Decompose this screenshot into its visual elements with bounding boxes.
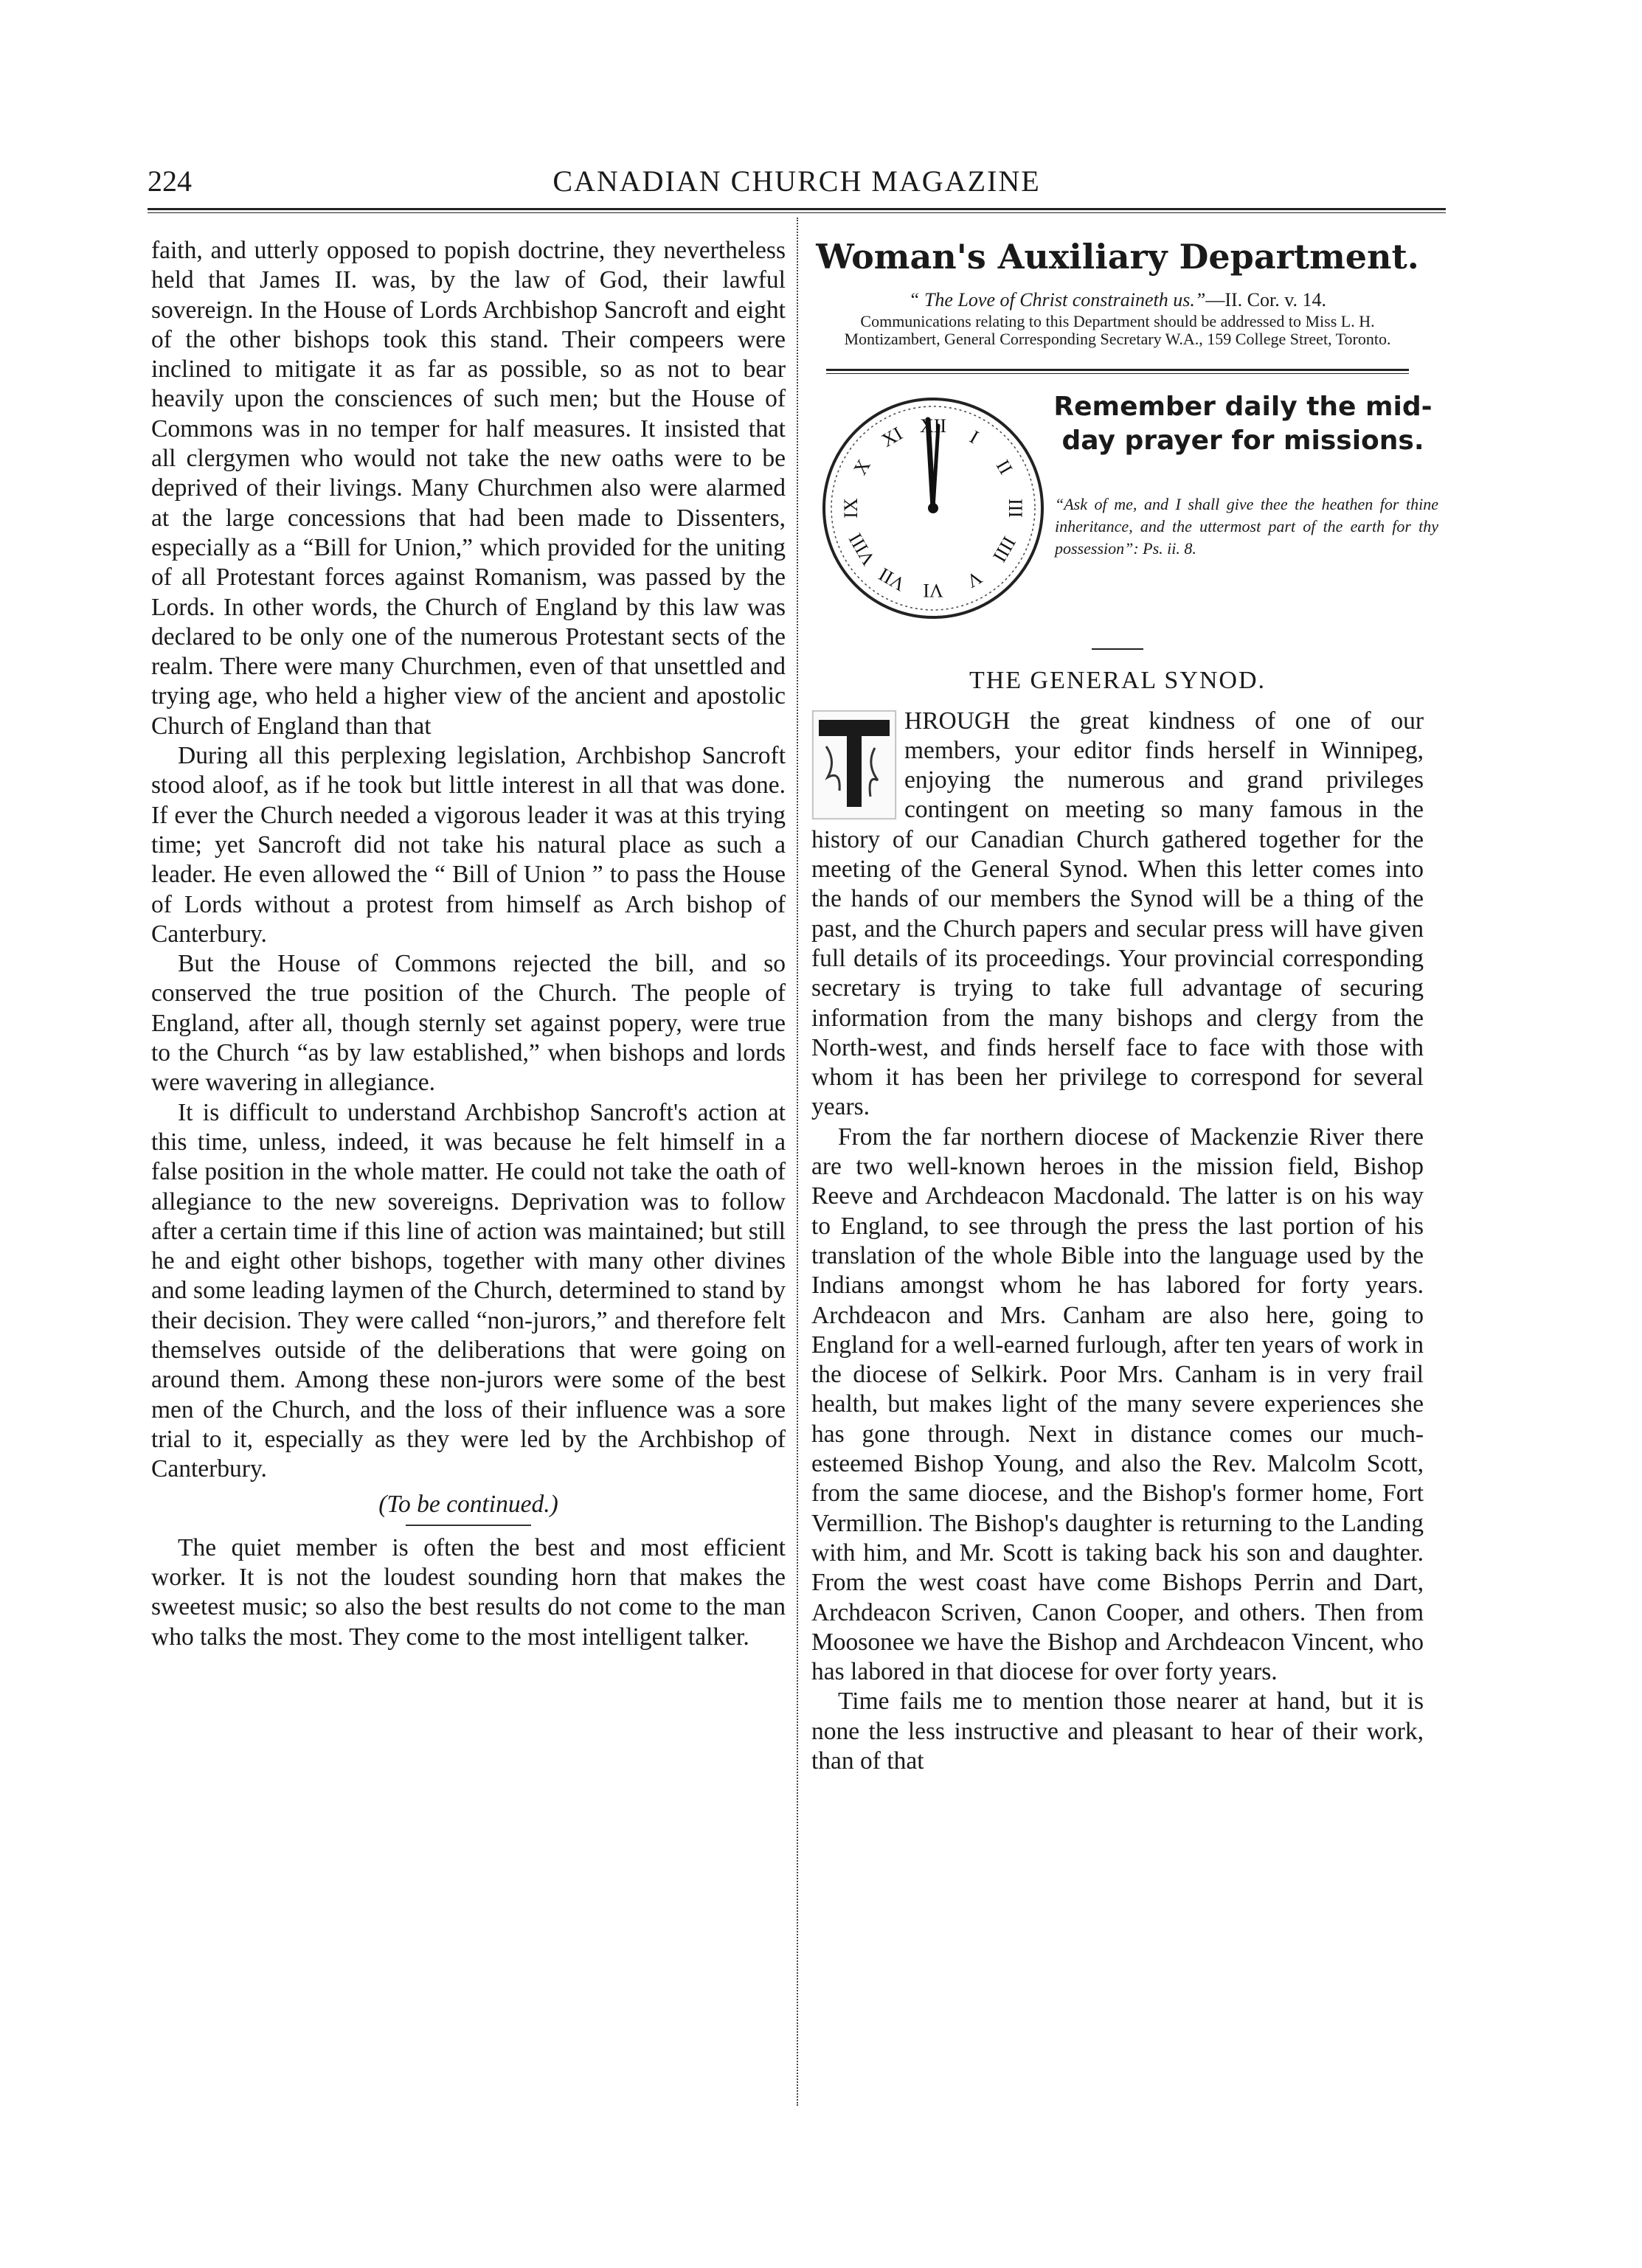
motto — [811, 289, 1424, 311]
article-paragraph: It is difficult to understand Archbishop Sancroft's action at this time, unless, indeed, it was because he felt himself in a false position in the whole matter. He could not take the oath of allegiance to the new sovereigns. Deprivation was to follow after a certain time if this line of action was maintained; but still he and eight other bishops, together with many other divines and some leading laymen of the Church, determined to stand by their decision. They were called “non-jurors,” and therefore felt themselves outside of the deliberations that were going on around them. Among these non-jurors were some of the best men of the Church, and the loss of their influence was a sore trial to it, especially as they were led by the Archbishop of Canterbury. — [151, 1098, 786, 1483]
clock-numeral: II — [991, 456, 1017, 479]
section-rule — [406, 1525, 531, 1526]
clock-numeral: XI — [878, 423, 907, 452]
clock-numeral: IIII — [988, 533, 1020, 566]
department-rule — [826, 369, 1409, 374]
clock-illustration — [819, 390, 1047, 626]
magazine-title: CANADIAN CHURCH MAGAZINE — [552, 164, 1041, 198]
page-header — [148, 164, 1446, 208]
article-paragraph: From the far northern diocese of Mackenzie River there are two well-known heroes in the mission field, Bishop Reeve and Archdeacon Macdonald. The latter is on his way to England, to see through the press the last portion of his translation of the whole Bible into the language used by the Indians amongst whom he has labored for forty years. Archdeacon and Mrs. Canham are also here, going to England for a well-earned furlough, after ten years of work in the diocese of Selkirk. Poor Mrs. Canham is in very frail health, but makes light of the many severe experiences she has gone through. Next in distance comes our much-esteemed Bishop Young, and also the Rev. Malcolm Scott, from the same diocese, and the Bishop's former home, Fort Vermillion. The Bishop's daughter is returning to the Landing with him, and Mr. Scott is taking back his son and daughter. From the west coast have come Bishops Perrin and Dart, Archdeacon Scriven, Canon Cooper, and others. Then from Moosonee we have the Bishop and Archdeacon Vincent, who has labored in that diocese for over forty years. — [811, 1123, 1424, 1686]
communications-note: Communications relating to this Department should be addressed to Miss L. H. Montizambert, General Corresponding Secretary W.A., 159 College Street, Toronto. — [844, 312, 1391, 349]
synod-paragraph-text: HROUGH the great kindness of one of our members, your editor finds herself in Winnipeg, enjoying the numerous and grand privileges contingent on meeting so many famous in the history of our Canadian Church gathered together for the meeting of the General Synod. When this letter comes into the hands of our members the Synod will be a thing of the past, and the Church papers and secular press will have given full details of its proceedings. Your provincial corresponding secretary is trying to take full advantage of securing information from the many bishops and clergy from the North-west, and finds herself face to face with those with whom it has been her privilege to correspond for several years. — [811, 707, 1424, 1121]
clock-icon — [819, 390, 1047, 626]
article-paragraph: faith, and utterly opposed to popish doctrine, they nevertheless held that James II. was, by the law of God, their lawful sovereign. In the House of Lords Archbishop Sancroft and eight of the other bishops took this stand. Their compeers were inclined to mitigate it as far as possible, so as not to bear heavily upon the consciences of such men; but the House of Commons was in no temper for half measures. It insisted that all clergymen who would not take the new oaths were to be deprived of their livings. Many Churchmen also were alarmed at the large concessions that had been made to Dissenters, especially as a “Bill for Union,” which provided for the uniting of all Protestant forces against Romanism, was passed by the Lords. In other words, the Church of England by this law was declared to be only one of the numerous Protestant sects of the realm. There were many Churchmen, even of that unsettled and trying age, who held a higher view of the ancient and apostolic Church of England than that — [151, 237, 786, 740]
article-paragraph: During all this perplexing legislation, Archbishop Sancroft stood aloof, as if he took but little interest in all that was done. If ever the Church needed a vigorous leader it was at this trying time; yet Sancroft did not take his natural place as such a leader. He even allowed the “ Bill of Union ” to pass the House of Lords without a protest from himself as Arch bishop of Canterbury. — [151, 742, 786, 948]
column-divider — [797, 218, 798, 2106]
page-number: 224 — [148, 164, 192, 198]
right-column — [811, 236, 1438, 1776]
article-paragraph: But the House of Commons rejected the bill, and so conserved the true position of the Church. The people of England, after all, though sternly set against popery, were true to the Church “as by law established,” when bishops and lords were wavering in allegiance. — [151, 950, 786, 1097]
clock-numeral: V — [963, 566, 986, 593]
section-title: THE GENERAL SYNOD. — [969, 667, 1267, 695]
title-rule — [1092, 648, 1143, 650]
closing-paragraph: The quiet member is often the best and most efficient worker. It is not the loudest sounding horn that makes the sweetest music; so also the best results do not come to the man who talks the most. They come to the most intelligent talker. — [151, 1533, 786, 1651]
prayer-reminder-box — [811, 390, 1438, 634]
clock-numeral: III — [1005, 499, 1026, 519]
prayer-reminder: Remember daily the mid-day prayer for missions. — [1053, 392, 1433, 457]
left-column — [151, 236, 786, 1652]
clock-numeral: VIII — [844, 530, 880, 569]
clock-numeral: XII — [919, 415, 947, 437]
department-title: Woman's Auxiliary Department. — [816, 237, 1419, 277]
to-be-continued: (To be continued.) — [378, 1491, 558, 1519]
synod-first-paragraph — [811, 707, 1424, 1123]
clock-numeral: VII — [875, 563, 910, 596]
article-paragraph: Time fails me to mention those nearer at hand, but it is none the less instructive and pleasant to hear of their work, than of that — [811, 1688, 1424, 1775]
motto-reference: —II. Cor. v. 14. — [1205, 289, 1327, 311]
motto-quote: “ The Love of Christ constraineth us.” — [908, 289, 1206, 311]
psalm-quote: “Ask of me, and I shall give thee the heathen for thine inheritance, and the uttermost part of the earth for thy possession”: Ps. ii. 8. — [1055, 495, 1438, 558]
clock-numeral: IX — [840, 498, 862, 519]
dropcap-t-icon — [811, 710, 897, 820]
clock-numeral: X — [849, 456, 875, 479]
clock-numeral: VI — [923, 580, 943, 602]
header-rule — [148, 208, 1446, 213]
clock-numeral: I — [966, 426, 983, 448]
